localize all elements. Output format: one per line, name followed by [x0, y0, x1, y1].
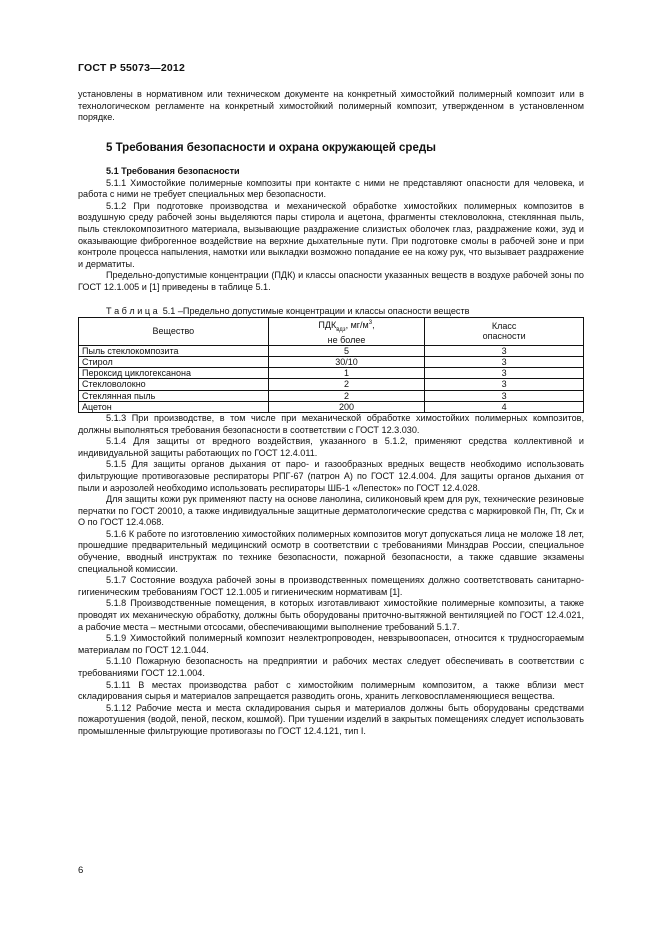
- cell-class: 4: [425, 401, 584, 412]
- table-caption-text: 5.1 –Предельно допустимые концентрации и классы опасности веществ: [162, 305, 470, 316]
- cell-class: 3: [425, 356, 584, 367]
- table-row: [79, 356, 584, 367]
- table-caption: [78, 306, 584, 317]
- cell-pdk: 2: [268, 390, 425, 401]
- paragraph-pdk-intro: Предельно-допустимые концентрации (ПДК) и классы опасности указанных веществ в воздухе рабочей зоны по ГОСТ 12.1.005 и [1] приведены в таблице 5.1.: [78, 270, 584, 292]
- paragraph-5-1-8: 5.1.8 Производственные помещения, в которых изготавливают химостойкие полимерные композиты, а также проводят их механическую обработку, должны быть оборудованы приточно-вытяжной вентиляцией по ГОСТ 12.4.021, а рабочие места – местными отсосами, обеспечивающими выполнение требований 5.1.7.: [78, 598, 584, 632]
- cell-pdk: 1: [268, 368, 425, 379]
- header-pdk-sup: 3: [368, 319, 373, 326]
- document-header: ГОСТ Р 55073—2012: [78, 62, 186, 74]
- paragraph-5-1-12: 5.1.12 Рабочие места и места складирования сырья и материалов должны быть оборудованы средствами пожаротушения (водой, пеной, песком, кошмой). При тушении изделий в закрытых помещениях следует использовать промышленные фильтрующие противогазы по ГОСТ 12.4.121, тип I.: [78, 702, 584, 736]
- table-row: [79, 345, 584, 356]
- pdk-table: [78, 317, 584, 413]
- paragraph-5-1-3: 5.1.3 При производстве, в том числе при механической обработке химостойких полимерных композитов, должны выполняться требования безопасности в соответствии с ГОСТ 12.3.030.: [78, 412, 584, 435]
- header-pdk: [268, 317, 425, 345]
- table-row: [79, 390, 584, 401]
- table-caption-prefix: Т а б л и ц а: [106, 305, 158, 316]
- main-content: [78, 166, 584, 738]
- header-class-line1: Класс: [491, 320, 517, 331]
- paragraph-5-1-2: 5.1.2 При подготовке производства и механической обработке химостойких полимерных композитов в воздушную среду рабочей зоны выделяются пары стирола и ацетона, фрагменты стекловолокна, стеклянная пыль, пыль стеклокомпозитного материала, вызывающие раздражение слизистых оболочек глаз, раздражение кожи, зуд и оказывающие фиброгенное воздействие на верхние дыхательные пути. При подготовке смолы в рабочей зоне и при контроле процесса напыления, намотки или выкладки возможно попадание ее на кожу рук, что вызывает раздражение и дерматиты.: [78, 200, 584, 269]
- cell-substance: Стекловолокно: [79, 379, 269, 390]
- paragraph-5-1-6: 5.1.6 К работе по изготовлению химостойких полимерных композитов могут допускаться лица не моложе 18 лет, прошедшие предварительный медицинский осмотр в соответствии с требованиями Минздрав России, специальное обучение, вводный инструктаж по технике безопасности, пожарной безопасности, а также сдавшие экзамены специальной комиссии.: [78, 528, 584, 574]
- cell-class: 3: [425, 368, 584, 379]
- table-header-row: [79, 317, 584, 345]
- header-pdk-sub: вдз: [336, 326, 346, 333]
- header-pdk-unit: , мг/м: [345, 319, 369, 330]
- paragraph-5-1-9: 5.1.9 Химостойкий полимерный композит неэлектропроводен, невзрывоопасен, относится к трудносгораемым материалам по ГОСТ 12.1.044.: [78, 633, 584, 655]
- header-pdk-line2: не более: [327, 334, 366, 345]
- cell-substance: Стеклянная пыль: [79, 390, 269, 401]
- paragraph-5-1-7: 5.1.7 Состояние воздуха рабочей зоны в производственных помещениях должно соответствовать санитарно-гигиеническим требованиям ГОСТ 12.1.005 и гигиеническим нормативам [1].: [78, 575, 584, 597]
- header-pdk-tail: ,: [372, 319, 375, 330]
- header-substance: Вещество: [79, 317, 269, 345]
- intro-paragraph: установлены в нормативном или техническом документе на конкретный химостойкий полимерный композит или в технологическом регламенте на конкретный химостойкий полимерный композит, утвержденном в установленном порядке.: [78, 89, 584, 123]
- cell-class: 3: [425, 379, 584, 390]
- table-row: [79, 379, 584, 390]
- paragraph-5-1-4: 5.1.4 Для защиты от вредного воздействия, указанного в 5.1.2, применяют средства коллективной и индивидуальной защиты работающих по ГОСТ 12.4.011.: [78, 436, 584, 458]
- table-row: [79, 401, 584, 412]
- cell-class: 3: [425, 390, 584, 401]
- paragraph-5-1-5: 5.1.5 Для защиты органов дыхания от паро- и газообразных вредных веществ необходимо использовать фильтрующие противогазовые респираторы РПГ-67 (патрон А) по ГОСТ 12.4.004. Для защиты органов дыхания от пыли и аэрозолей необходимо использовать респираторы ШБ-1 «Лепесток» по ГОСТ 12.4.028.: [78, 459, 584, 493]
- subsection-title: 5.1 Требования безопасности: [106, 166, 240, 176]
- header-class: [425, 317, 584, 345]
- cell-pdk: 30/10: [268, 356, 425, 367]
- cell-pdk: 200: [268, 401, 425, 412]
- cell-pdk: 5: [268, 345, 425, 356]
- cell-substance: Стирол: [79, 356, 269, 367]
- paragraph-5-1-11: 5.1.11 В местах производства работ с химостойким полимерным композитом, а также вблизи мест складирования сырья и материалов запрещается разводить огонь, хранить легковоспламеняющиеся вещества.: [78, 679, 584, 702]
- cell-substance: Пыль стеклокомпозита: [79, 345, 269, 356]
- section-title: 5 Требования безопасности и охрана окружающей среды: [106, 142, 436, 154]
- paragraph-5-1-1: 5.1.1 Химостойкие полимерные композиты при контакте с ними не представляют опасности для человека, и работа с ними не требует специальных мер безопасности.: [78, 177, 584, 200]
- paragraph-skin-protection: Для защиты кожи рук применяют пасту на основе ланолина, силиконовый крем для рук, технические резиновые перчатки по ГОСТ 20010, а также индивидуальные защитные дерматологические средства с маркировкой Пн, Пт, Ск и О по ГОСТ 12.4.068.: [78, 494, 584, 528]
- header-pdk-main: ПДК: [318, 319, 337, 330]
- page-number: 6: [78, 865, 84, 876]
- cell-substance: Пероксид циклогексанона: [79, 368, 269, 379]
- table-row: [79, 368, 584, 379]
- intro-block: [78, 89, 584, 124]
- cell-substance: Ацетон: [79, 401, 269, 412]
- cell-pdk: 2: [268, 379, 425, 390]
- paragraph-5-1-10: 5.1.10 Пожарную безопасность на предприятии и рабочих местах следует обеспечивать в соответствии с требованиями ГОСТ 12.1.004.: [78, 656, 584, 679]
- cell-class: 3: [425, 345, 584, 356]
- header-class-line2: опасности: [482, 331, 526, 342]
